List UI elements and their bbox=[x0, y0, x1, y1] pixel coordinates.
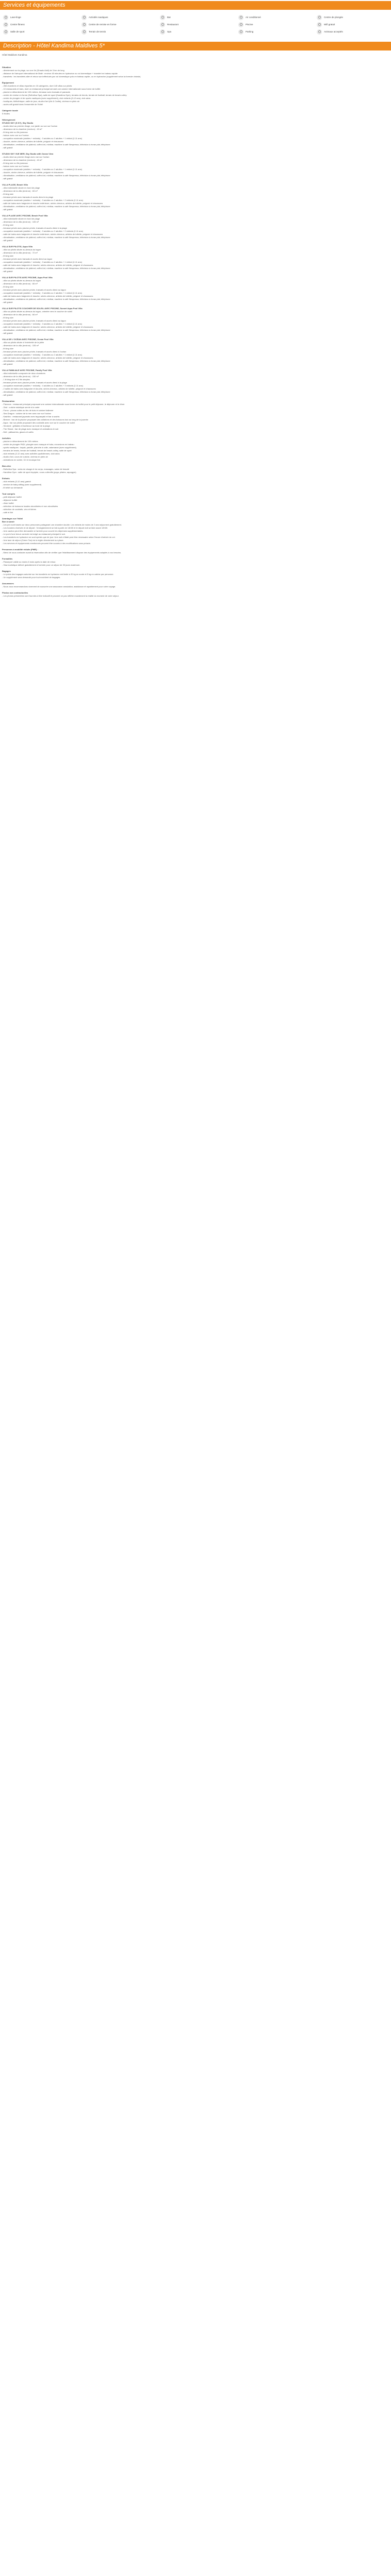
description-line: - Smoked : grillades et barbecue au bord de la plage bbox=[2, 425, 50, 427]
description-line: - piscine à débordement de 100 mètres, terrasse avec transats et parasols bbox=[2, 91, 70, 93]
description-body bbox=[0, 50, 391, 598]
service-item bbox=[160, 14, 238, 20]
service-label: Lave-linge bbox=[10, 15, 21, 19]
gym-icon bbox=[3, 29, 8, 35]
service-label: Spa bbox=[167, 30, 172, 33]
section-heading: Équipement bbox=[2, 81, 14, 84]
description-line: - climatisation, ventilateur de plafond, coffre-fort, minibar, machine à café Nespresso, télévision à écran plat, téléphone bbox=[2, 329, 110, 331]
description-line: - salle de bains avec baignoire et douche, sèche-cheveux, articles de toilette, peignoir et chaussons bbox=[2, 326, 93, 328]
description-line: - wifi gratuit bbox=[2, 146, 13, 149]
service-label: Centre de plongée bbox=[324, 15, 344, 19]
air-conditioning-icon bbox=[238, 15, 243, 20]
description-line: - dimension de la villa (environ) : 72 m² bbox=[2, 251, 38, 254]
section-heading: VILLA DE L'OCÉAN AVEC PISCINE, Ocean Pool Villa bbox=[2, 338, 54, 341]
description-line: - wifi gratuit bbox=[2, 239, 13, 242]
section-heading: VILLA PLAGE, Beach Villa bbox=[2, 183, 28, 186]
description-line: - lit king size bbox=[2, 316, 14, 319]
description-line: - wifi gratuit bbox=[2, 394, 13, 396]
description-line: - sélection de boissons locales alcoolisées et non alcoolisées bbox=[2, 505, 58, 507]
description-line: - occupation maximale (adultes + enfants) : 3 adultes ou 2 adultes + 1 enfant (2-11 ans) bbox=[2, 137, 82, 140]
description-line: - Le port d'une tenue correcte est exigé au restaurant principal le soir. bbox=[2, 533, 66, 535]
service-item bbox=[82, 14, 160, 20]
section-heading: Restauration bbox=[2, 400, 15, 402]
description-line: - balcon avec vue sur l'océan bbox=[2, 165, 29, 167]
description-line: - sports nautiques : kayak, paddle, planche à voile, catamaran (avec supplément) bbox=[2, 446, 76, 449]
description-line: - douche, sèche-cheveux, articles de toilette, peignoir et chaussons bbox=[2, 171, 64, 174]
services-title: Services et équipements bbox=[3, 2, 66, 8]
description-line: - petit déjeuner buffet bbox=[2, 496, 22, 498]
description-line: - sélection de cocktails, vins et bières bbox=[2, 508, 37, 511]
description-banner bbox=[0, 42, 391, 50]
description-line: - distance de l'aéroport international de Malé : environ 45 minutes en hydravion ou vol domestique + transfert en bateau rapide bbox=[2, 72, 118, 75]
description-line: - villa individuelle composée de deux chambres bbox=[2, 372, 45, 375]
description-line: - dimension de la villa (environ) : 105 m² bbox=[2, 221, 39, 223]
description-line: - animations en soirée, DJ et musique live bbox=[2, 459, 41, 461]
description-line: - terrasse privée avec transats et accès direct à la plage bbox=[2, 196, 54, 198]
service-item bbox=[317, 22, 391, 27]
section-heading: STUDIO SKY (S KY), Sky Studio bbox=[2, 122, 34, 124]
pets-icon bbox=[317, 29, 322, 35]
description-line: - occupation maximale (adultes + enfants) : 3 adultes ou 2 adultes + 2 enfants (2-11 ans) bbox=[2, 199, 83, 201]
service-label: Bar bbox=[167, 15, 171, 19]
pool-icon bbox=[238, 22, 243, 27]
description-line: - dimension de la chambre (environ) : 43 m² bbox=[2, 128, 42, 130]
description-line: - studio situé au premier étage, vue jardin ou vue sur l'océan bbox=[2, 125, 58, 127]
service-label: Piscine bbox=[246, 23, 253, 26]
description-line: - Un supplément sera demandé pour tout excédent de bagages. bbox=[2, 576, 61, 579]
description-line: - climatisation, ventilateur de plafond, coffre-fort, minibar, machine à café Nespresso, télévision à écran plat, téléphone bbox=[2, 267, 110, 269]
restaurant-icon bbox=[160, 22, 165, 27]
section-heading: Bien-être bbox=[2, 465, 11, 467]
description-line: - occupation maximale (adultes + enfants) : 3 adultes ou 2 adultes + 2 enfants (2-11 ans) bbox=[2, 230, 83, 232]
description-line: - lit bébé sur demande bbox=[2, 486, 23, 489]
service-item bbox=[317, 14, 391, 20]
description-line: - centre de plongée et de sports nautiques (avec supplément), club enfants (3-12 ans), club ados bbox=[2, 97, 91, 99]
description-line: - Passeport valide au moins 6 mois après la date de retour. bbox=[2, 561, 56, 563]
description-line: - club enfants (3-12 ans) gratuit bbox=[2, 480, 31, 483]
description-line: - wifi gratuit bbox=[2, 332, 13, 334]
services-grid bbox=[0, 10, 391, 41]
description-line: - Les photos présentées sont fournies à titre indicatif et peuvent ne pas refléter exactement la réalité du moment de votre séjour. bbox=[2, 595, 119, 597]
description-line: - Esthetica Spa : soins du visage et du corps, massages, salon de beauté bbox=[2, 468, 70, 470]
description-line: - wifi gratuit bbox=[2, 270, 13, 273]
description-line: - accès wifi gratuit dans l'ensemble de l'hôtel bbox=[2, 103, 43, 106]
description-line: - lit king size bbox=[2, 255, 14, 257]
description-line: - salle de bains avec baignoire et douche extérieure, sèche-cheveux, articles de toilette, peignoir et chaussons bbox=[2, 233, 103, 235]
description-line: - dimension de la chambre (environ) : 43 m² bbox=[2, 159, 42, 161]
service-label: Animaux acceptés bbox=[324, 30, 343, 33]
description-line: - dimension de la villa (environ) : 150 m² bbox=[2, 375, 39, 378]
description-line: 5 étoiles bbox=[2, 112, 10, 115]
description-line: - Les services et équipements mentionnés peuvent être soumis à des modifications sans préavis. bbox=[2, 542, 91, 545]
description-title: Description - Hôtel Kandima Maldives 5* bbox=[3, 43, 105, 49]
services-banner bbox=[0, 1, 391, 10]
description-line: - dimension de la villa (environ) : 105 m² bbox=[2, 344, 39, 347]
service-item bbox=[3, 22, 82, 27]
description-line: - terrasse privée avec piscine privée, transats et accès direct à l'océan bbox=[2, 350, 67, 353]
description-line: - occupation maximale (adultes + enfants) : 3 adultes ou 2 adultes + 1 enfant (2-11 ans) bbox=[2, 353, 82, 356]
description-line: - villa individuelle située en bord de plage bbox=[2, 187, 40, 189]
description-line: - Une caution peut être demandée à l'arrivée pour couvrir les dépenses supplémentaires. bbox=[2, 530, 84, 532]
section-heading: VILLA SUR PILOTIS AVEC PISCINE, Aqua Pool Villa bbox=[2, 276, 53, 279]
description-line: - wifi gratuit bbox=[2, 301, 13, 303]
parking-icon bbox=[238, 29, 243, 35]
section-heading: Photos non contractuelles bbox=[2, 591, 28, 594]
section-heading: Catégorie locale bbox=[2, 109, 18, 112]
description-line: - Nous vous recommandons vivement de souscrire une assurance annulation, assistance et rapatriement pour votre voyage. bbox=[2, 585, 116, 588]
tennis-icon bbox=[82, 29, 87, 35]
description-line: - Les transferts en hydravion ne sont opérés que de jour. Une nuit à Malé peut être nécessaire selon l'heure d'arrivée du vol. bbox=[2, 536, 116, 538]
description-line: - villa sur pilotis située au-dessus du lagon bbox=[2, 248, 41, 251]
section-heading: Tout compris bbox=[2, 493, 15, 495]
service-item bbox=[238, 14, 317, 20]
section-heading: Bon à savoir bbox=[2, 520, 15, 523]
description-line: - Aqua : bar sur pilotis proposant des cocktails avec vue sur le coucher de soleil bbox=[2, 421, 75, 424]
description-line: - villa sur pilotis située au-dessus du lagon, orientée vers le coucher de soleil bbox=[2, 310, 72, 313]
description-line: - Deli : pâtisseries, glaces et cafés bbox=[2, 431, 34, 433]
description-line: - salle de bains avec baignoire et douche extérieure, sèche-cheveux, articles de toilette, peignoir et chaussons bbox=[2, 202, 103, 205]
service-label: Centre de remise en forme bbox=[89, 23, 117, 26]
description-line: - climatisation, ventilateur de plafond, coffre-fort, minibar, machine à café Nespresso, télévision à écran plat, téléphone bbox=[2, 205, 110, 208]
description-line: - terrasse privée avec piscine privée, transats et accès direct à la plage bbox=[2, 227, 67, 229]
description-line: - 266 chambres et villas réparties en 15 catégories, dont 145 villas sur pilotis bbox=[2, 84, 72, 87]
description-line: - douche, sèche-cheveux, articles de toilette, peignoir et chaussons bbox=[2, 140, 64, 143]
description-line: - lit king size bbox=[2, 224, 14, 226]
description-lines bbox=[2, 66, 389, 598]
description-line: - The Shack : bar de plage avec musique et animations le soir bbox=[2, 428, 59, 430]
description-line: - balcon avec vue sur l'océan bbox=[2, 134, 29, 137]
description-line: - 1 lit king size et 2 lits simples bbox=[2, 378, 30, 381]
service-item bbox=[82, 29, 160, 35]
description-line: - occupation maximale (adultes + enfants) : 3 adultes ou 2 adultes + 1 enfant (2-11 ans) bbox=[2, 261, 82, 263]
service-item bbox=[238, 29, 317, 35]
description-line: - wifi gratuit bbox=[2, 208, 13, 211]
description-line: - salle de bains avec baignoire et douche, sèche-cheveux, articles de toilette, peignoir et chaussons bbox=[2, 295, 93, 297]
diving-icon bbox=[317, 15, 322, 20]
description-line: - boutiques, bibliothèque, salle de jeux, studio d'art (Art & Crafts), cinéma en plein air bbox=[2, 100, 79, 103]
description-line: - salle de bains avec baignoire et douche, sèche-cheveux, articles de toilette, peignoir et chaussons bbox=[2, 264, 93, 266]
description-line: - 10 restaurants et bars, dont un restaurant principal servant une cuisine internationale sous forme de buffet bbox=[2, 88, 101, 90]
description-line: - terrasse privée avec piscine privée, transats et accès direct au lagon bbox=[2, 319, 66, 322]
bar-icon bbox=[160, 15, 165, 20]
description-line: - dîner buffet bbox=[2, 502, 14, 504]
description-line: - occupation maximale (adultes + enfants) : 3 adultes ou 2 adultes + 1 enfant (2-11 ans) bbox=[2, 323, 82, 325]
description-line: - climatisation, ventilateur de plafond, coffre-fort, minibar, machine à café Nespresso, télévision à écran plat, téléphone bbox=[2, 360, 110, 362]
description-line: - climatisation, ventilateur de plafond, coffre-fort, minibar, machine à café Nespresso, télévision à écran plat, téléphone bbox=[2, 236, 110, 239]
service-item bbox=[160, 22, 238, 27]
spa-icon bbox=[82, 22, 87, 27]
description-line: - Sea Dragon : cuisine de la mer avec vue sur l'océan bbox=[2, 412, 51, 415]
description-line: - lit king size bbox=[2, 285, 14, 288]
service-item bbox=[160, 29, 238, 35]
description-line: - occupation maximale (adultes + enfants) : 4 adultes ou 2 adultes + 3 enfants (2-11 ans) bbox=[2, 384, 83, 387]
description-line: - terrasse privée avec piscine privée, transats et accès direct à la plage bbox=[2, 381, 67, 384]
description-line: - Visa touristique délivré gratuitement à l'arrivée pour un séjour de 30 jours maximum. bbox=[2, 564, 80, 566]
description-line: - lit king size ou lits jumeaux bbox=[2, 131, 28, 133]
description-line: - déjeuner buffet bbox=[2, 499, 18, 501]
description-line: - studio d'art, cours de cuisine, cinéma en plein air bbox=[2, 455, 48, 458]
description-line: - lit king size ou lits jumeaux bbox=[2, 162, 28, 164]
water-activities-icon bbox=[82, 15, 87, 20]
description-line: - centre de plongée PADI, plongée avec masque et tuba, excursions en bateau bbox=[2, 443, 74, 446]
service-item bbox=[3, 29, 82, 35]
description-line: - salle de bains avec baignoire et douche, sèche-cheveux, articles de toilette, peignoir et chaussons bbox=[2, 357, 93, 359]
description-line: - dimension de la villa (environ) : 84 m² bbox=[2, 282, 38, 285]
description-line: - transferts : les transferts aller et retour sont effectués par vol domestique puis en bateau rapide, ou en hydravion (supplément selon la formule choisie) bbox=[2, 75, 141, 78]
description-line: - occupation maximale (adultes + enfants) : 3 adultes ou 2 adultes + 1 enfant (2-11 ans) bbox=[2, 292, 82, 294]
description-line: - Kandima Gym : salle de sport équipée, cours collectifs (yoga, pilates, aquagym) bbox=[2, 471, 76, 473]
section-heading: VILLA SUR PILOTIS, Aqua Villa bbox=[2, 245, 32, 248]
description-line: - climatisation, ventilateur de plafond, coffre-fort, minibar, machine à café Nespresso, télévision à écran plat, téléphone bbox=[2, 391, 110, 393]
description-line: - directement sur la plage, sur une île (Dhaalu Atoll) de 3 km de long bbox=[2, 69, 64, 72]
service-label: Air conditionné bbox=[246, 15, 261, 19]
spa-flower-icon bbox=[160, 29, 165, 35]
description-line: - climatisation, ventilateur de plafond, coffre-fort, minibar, machine à café Nespresso, télévision à écran plat, téléphone bbox=[2, 143, 110, 146]
description-line: - Les horaires d'arrivée et de départ : l'enregistrement se fait à partir de 14h00 et le départ doit se faire avant 12h00. bbox=[2, 527, 108, 529]
description-line: - Zest : cuisine asiatique servie à la carte bbox=[2, 406, 40, 409]
service-item bbox=[82, 22, 160, 27]
section-heading: Assurances bbox=[2, 582, 14, 585]
section-heading: VILLA FAMILIALE AVEC PISCINE, Family Pool Villa bbox=[2, 369, 52, 371]
description-line: - Une taxe de séjour (Green Tax) est à régler directement sur place. bbox=[2, 539, 64, 541]
service-item bbox=[3, 14, 82, 20]
service-label: Activités nautiques bbox=[89, 15, 108, 19]
service-label: Restaurant bbox=[167, 23, 179, 26]
description-line: - lit king size bbox=[2, 347, 14, 350]
hotel-name: Hôtel Maldives Kandima bbox=[2, 54, 27, 56]
description-line: - terrains de tennis, terrain de football, terrain de beach-volley, salle de sport bbox=[2, 449, 72, 452]
description-line: - villa sur pilotis située à l'extrémité de la jetée bbox=[2, 341, 44, 344]
description-line: - club enfants (3-12 ans) avec activités quotidiennes, club ados bbox=[2, 452, 60, 455]
service-label: Wifi gratuit bbox=[324, 23, 335, 26]
service-item bbox=[238, 22, 317, 27]
description-line: - terrasse privée avec transats et accès direct au lagon bbox=[2, 258, 53, 260]
fitness-icon bbox=[3, 22, 8, 27]
service-label: Terrain de tennis bbox=[89, 30, 106, 33]
description-line: - Kashibo : restaurant japonais avec teppanyaki et bar à sushis bbox=[2, 415, 60, 418]
description-line: - climatisation, ventilateur de plafond, coffre-fort, minibar, machine à café Nespresso, télévision à écran plat, téléphone bbox=[2, 298, 110, 300]
section-heading: Bagages bbox=[2, 570, 11, 572]
wifi-icon bbox=[317, 22, 322, 27]
section-heading: Enfants bbox=[2, 477, 10, 480]
section-heading: Activités bbox=[2, 437, 11, 439]
description-line: - occupation maximale (adultes + enfants) : 3 adultes ou 2 adultes + 1 enfant (2-11 ans) bbox=[2, 168, 82, 171]
section-heading: Avantages sur l'hôtel bbox=[2, 517, 23, 520]
section-heading: VILLA PLAGE AVEC PISCINE, Beach Pool Villa bbox=[2, 214, 48, 217]
section-heading: VILLA SUR PILOTIS COUCHER DE SOLEIL AVEC PISCINE, Sunset Aqua Pool Villa bbox=[2, 307, 83, 310]
description-line: - Breeze : bar de la piscine proposant des collations et des boissons tout au long de la journée bbox=[2, 418, 88, 421]
service-label: Salle de sport bbox=[10, 30, 25, 33]
section-heading: Formalités bbox=[2, 557, 13, 560]
description-line: - Le poids des bagages autorisé sur les transferts en hydravion est limité à 20 kg en soute et 5 kg en cabine par personne. bbox=[2, 573, 114, 575]
description-line: - dimension de la villa (environ) : 63 m² bbox=[2, 190, 38, 192]
description-line: - café et thé bbox=[2, 511, 13, 514]
description-line: - wifi gratuit bbox=[2, 363, 13, 365]
section-heading: Personnes à mobilité réduite (PMR) : bbox=[2, 548, 38, 551]
description-line: - Les prix sont basés sur deux personnes partageant une chambre double. Les enfants de moins de 2 ans séjournent gratuitement. bbox=[2, 523, 122, 526]
description-line: - centre de remise en forme (Esthetica Spa), salle de sport (Kandima Gym), terrains de tennis, terrain de football, terrain de beach-volley bbox=[2, 94, 127, 96]
description-line: - dimension de la villa (environ) : 84 m² bbox=[2, 313, 38, 316]
service-item bbox=[317, 29, 391, 35]
description-line: - Forno : pizzas cuites au feu de bois et cuisine italienne bbox=[2, 409, 54, 412]
description-line: - lit king size bbox=[2, 193, 14, 195]
description-line: - villa sur pilotis située au-dessus du lagon bbox=[2, 279, 41, 282]
description-line: - studio situé au premier étage avec vue sur l'océan bbox=[2, 156, 50, 158]
section-heading: Situation bbox=[2, 66, 11, 69]
description-line: - terrasse privée avec piscine privée, transats et accès direct au lagon bbox=[2, 289, 66, 291]
description-line: - villa individuelle située en bord de plage bbox=[2, 217, 40, 220]
description-line: - Merci de nous contacter avant la réservation afin de vérifier que l'établissement dispose des équipements adaptés à vos besoins. bbox=[2, 551, 122, 554]
description-line: - Flavours : restaurant principal proposant une cuisine internationale sous forme de buffet pour le petit déjeuner, le déjeuner et le dîner bbox=[2, 403, 125, 405]
description-line: - piscine à débordement de 100 mètres bbox=[2, 440, 38, 443]
section-heading: Hébergement bbox=[2, 118, 15, 121]
service-label: Parking bbox=[246, 30, 254, 33]
description-line: - climatisation, ventilateur de plafond, coffre-fort, minibar, machine à café Nespresso, télévision à écran plat, téléphone bbox=[2, 174, 110, 177]
description-line: - service de baby-sitting (avec supplément) bbox=[2, 483, 42, 486]
description-line: - wifi gratuit bbox=[2, 177, 13, 180]
service-label: Centre fitness bbox=[10, 23, 25, 26]
washer-icon bbox=[3, 15, 8, 20]
description-line: - 2 salles de bains avec baignoire et douche, sèche-cheveux, articles de toilette, peignoir et chaussons bbox=[2, 387, 96, 390]
section-heading: STUDIO SKY VUE MER, Sky Studio with Ocean View bbox=[2, 152, 54, 155]
